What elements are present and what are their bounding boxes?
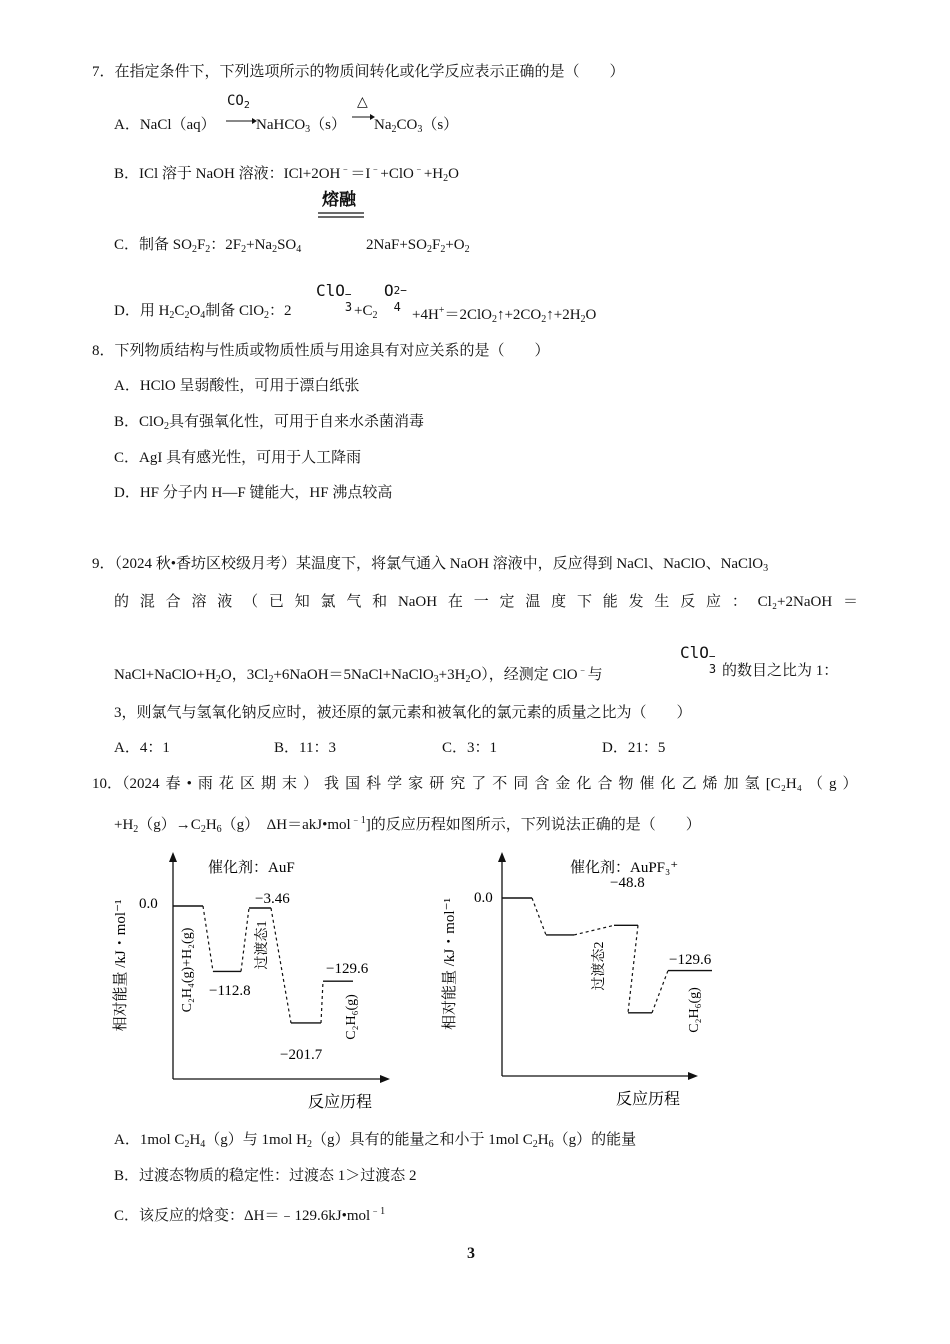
q10-line1-word-29: 氢 <box>744 776 760 792</box>
q9-line2-word-5: （ <box>243 594 259 610</box>
q9-line2-word-19: 发 <box>628 594 644 610</box>
q10-line1-word-30: [C₂H₄ <box>765 776 802 792</box>
q10-line1-word-5: 区 <box>239 776 255 792</box>
q10-line1-word-32: g <box>829 776 837 792</box>
q9-line2-word-12: 在 <box>447 594 463 610</box>
value-label-products: −129.6 <box>326 961 369 977</box>
value-label-reactants: 0.0 <box>474 890 493 906</box>
q9-line2-word-17: 下 <box>576 594 592 610</box>
q8-option-b: B．ClO$_2$具有强氧化性，可用于自来水杀菌消毒 <box>114 414 425 432</box>
q9-line2-word-4: 液 <box>217 594 233 610</box>
connector-1 <box>574 925 614 935</box>
q10-line1-word-6: 期 <box>260 776 276 792</box>
value-label-transition-state-2: −48.8 <box>610 875 645 891</box>
q7-c-equals-sign <box>318 212 366 220</box>
x-axis-label: 反应历程 <box>307 1094 373 1110</box>
q9-line2-word-6: 已 <box>268 594 284 610</box>
y-axis-label: 相对能量 /kJ・mol⁻¹ <box>113 899 129 1032</box>
q10-line1-word-19: 含 <box>534 776 550 792</box>
q7-d-oxalate-ion: O 2− 4 <box>384 281 407 314</box>
q9-option-d: D．21：5 <box>602 740 666 756</box>
q10-line1-word-31: （ <box>808 776 824 792</box>
q9-line2-word-20: 生 <box>654 594 670 610</box>
q7-option-a: A．NaCl（aq） <box>114 117 216 133</box>
q8-option-c: C．AgI 具有感光性，可用于人工降雨 <box>114 450 362 466</box>
q10-line1-word-10: 国 <box>345 776 361 792</box>
q9-line1: 9．（2024 秋•香坊区校级月考）某温度下，将氯气通入 NaOH 溶液中，反应得到 NaCl、NaClO、NaClO$_3$ <box>92 556 769 574</box>
value-label-reactants: 0.0 <box>139 896 158 912</box>
value-label-intermediate-1: −112.8 <box>209 983 251 999</box>
q7-c-products: $2NaF+SO_2F_2+O_2$ <box>366 237 470 255</box>
y-axis-label: 相对能量 /kJ・mol⁻¹ <box>442 897 458 1031</box>
q9-option-c: C．3：1 <box>442 740 498 756</box>
q10-line1-word-1: 春 <box>165 776 181 792</box>
energy-diagram-auf <box>105 842 410 1110</box>
q9-line2-word-0: 的 <box>114 594 130 610</box>
q10-line1-word-28: 加 <box>723 776 739 792</box>
x-axis-arrow <box>380 1075 390 1083</box>
q10-line1-word-26: 乙 <box>681 776 697 792</box>
q10-line1-word-27: 烯 <box>702 776 718 792</box>
x-axis-label: 反应历程 <box>615 1091 681 1108</box>
q9-line2-word-18: 能 <box>602 594 618 610</box>
q10-line1-word-11: 科 <box>366 776 382 792</box>
q10-line2: $+H_2(g)\to C_2H_6(g)$ ΔH＝akJ•mol$^{﹣1}$]的反应历程如图所示，下列说法正确的是（ ） <box>114 815 701 835</box>
q7-d-products: $+4H^+=2ClO_2↑+2CO_2↑+2H_2O$ <box>412 305 597 325</box>
q10-line1 <box>92 774 858 794</box>
species-label-reactants: C₂H₄(g)+H₂(g) <box>180 927 195 1013</box>
q7-a-arrow-heat: △ <box>352 96 376 134</box>
q7-c-condition: 熔融 <box>322 190 356 210</box>
q10-line1-word-21: 化 <box>576 776 592 792</box>
q9-chlorate-ion: ClO − 3 <box>680 643 717 676</box>
q9-line2-word-22: 应 <box>706 594 722 610</box>
energy-diagram-aupf3 <box>440 842 750 1110</box>
q9-option-b: B．11：3 <box>274 740 336 756</box>
species-label-products: C₂H₆(g) <box>344 994 359 1040</box>
q10-line1-word-20: 金 <box>555 776 571 792</box>
q10-line1-word-22: 合 <box>597 776 613 792</box>
q10-line1-word-17: 不 <box>492 776 508 792</box>
q10-option-b: B．过渡态物质的稳定性：过渡态 1＞过渡态 2 <box>114 1168 417 1184</box>
q7-d-chlorate-ion: ClO − 3 <box>316 281 353 314</box>
q9-line2-word-21: 反 <box>680 594 696 610</box>
q10-option-c: C．该反应的焓变：ΔH＝﹣129.6kJ•mol$^{﹣1}$ <box>114 1206 386 1224</box>
q9-line2-word-25: ＝ <box>842 594 858 610</box>
q7-a-arrow-co2: $CO_2$ <box>226 93 256 133</box>
q10-line1-word-9: 我 <box>324 776 340 792</box>
catalyst-title: 催化剂：AuPF₃⁺ <box>570 860 679 876</box>
connector-0 <box>532 898 546 935</box>
q7-stem: 7．在指定条件下，下列选项所示的物质间转化或化学反应表示正确的是（ ） <box>92 64 625 80</box>
q10-line1-word-2: • <box>186 776 192 792</box>
q10-line1-word-0: 10．（2024 <box>92 776 160 792</box>
connector-0 <box>203 906 213 971</box>
q8-option-d: D．HF 分子内 H—F 键能大，HF 沸点较高 <box>114 485 393 501</box>
value-label-products: −129.6 <box>669 952 712 968</box>
q10-line1-word-15: 究 <box>450 776 466 792</box>
q10-line1-word-4: 花 <box>218 776 234 792</box>
species-label-transition-state-2: 过渡态2 <box>592 941 607 991</box>
q9-line3-tail: 的数目之比为 1： <box>722 663 839 679</box>
q9-line2-word-16: 度 <box>551 594 567 610</box>
q7-option-d: D．用 $H_2C_2O_4$制备 ClO$_2$：2 <box>114 303 292 321</box>
q10-line1-word-3: 雨 <box>197 776 213 792</box>
q7-a-nahco3: NaHCO$_3$（s） <box>256 117 347 135</box>
q10-line1-word-23: 物 <box>618 776 634 792</box>
connector-3 <box>321 981 323 1023</box>
q8-option-a: A．HClO 呈弱酸性，可用于漂白纸张 <box>114 378 360 394</box>
q9-line2-word-7: 知 <box>294 594 310 610</box>
q9-line2-word-2: 合 <box>165 594 181 610</box>
q9-line2-word-10: 和 <box>372 594 388 610</box>
connector-1 <box>241 908 249 971</box>
q10-line1-word-25: 化 <box>660 776 676 792</box>
y-axis-arrow <box>169 852 177 862</box>
q10-line1-word-16: 了 <box>471 776 487 792</box>
q9-line2-word-23: ： <box>731 594 747 610</box>
q9-line4: 3，则氯气与氢氧化钠反应时，被还原的氯元素和被氧化的氯元素的质量之比为（ ） <box>114 705 692 721</box>
y-axis-arrow <box>498 852 506 862</box>
value-label-intermediate-2: −201.7 <box>280 1047 323 1063</box>
q9-line2-word-11: NaOH <box>397 594 438 610</box>
q9-option-a: A．4：1 <box>114 740 170 756</box>
q10-line1-word-12: 学 <box>387 776 403 792</box>
q10-line1-word-13: 家 <box>408 776 424 792</box>
q9-line2 <box>114 592 858 612</box>
q10-option-a: A．1mol $C_2H_4(g)$与 1mol $H_2(g)$具有的能量之和小于 1mol $C_2H_6(g)$的能量 <box>114 1132 637 1150</box>
q9-line2-word-24: Cl₂+2NaOH <box>757 594 833 610</box>
species-label-transition-state-1: 过渡态1 <box>255 920 270 970</box>
q9-line2-word-15: 温 <box>525 594 541 610</box>
q10-line1-word-7: 末 <box>281 776 297 792</box>
page-number: 3 <box>467 1245 475 1262</box>
species-label-products: C₂H₆(g) <box>687 987 702 1033</box>
q9-line2-word-1: 混 <box>139 594 155 610</box>
q7-option-c: C．制备 $SO_2F_2$：$2F_2+Na_2SO_4$ <box>114 237 302 255</box>
q9-line2-word-14: 定 <box>499 594 515 610</box>
q9-line2-word-13: 一 <box>473 594 489 610</box>
q9-line2-word-9: 气 <box>346 594 362 610</box>
q7-d-c2: $+C_2$ <box>354 303 378 321</box>
q9-line2-word-3: 溶 <box>191 594 207 610</box>
connector-3 <box>652 971 668 1013</box>
x-axis-arrow <box>688 1072 698 1080</box>
q10-line1-word-8: ） <box>303 776 319 792</box>
q10-line1-word-14: 研 <box>429 776 445 792</box>
q10-line1-word-18: 同 <box>513 776 529 792</box>
q9-line3: $NaCl+NaClO+H_2O$，$3Cl_2+6NaOH=5NaCl+NaClO_3+3H_2O$），经测定 ClO﹣与 <box>114 665 603 685</box>
q7-a-na2co3: $Na_2CO_3(s)$ <box>374 117 459 135</box>
q9-line2-word-8: 氯 <box>320 594 336 610</box>
connector-2 <box>271 908 291 1023</box>
q8-stem: 8．下列物质结构与性质或物质性质与用途具有对应关系的是（ ） <box>92 343 550 359</box>
q10-line1-word-33: ） <box>842 776 858 792</box>
value-label-transition-state-1: −3.46 <box>255 891 290 907</box>
catalyst-title: 催化剂：AuF <box>208 860 295 876</box>
q7-option-b: B．ICl 溶于 NaOH 溶液：$ICl+2OH^﹣=I^﹣+ClO^﹣+H_2O$ <box>114 164 459 184</box>
q10-line1-word-24: 催 <box>639 776 655 792</box>
connector-2 <box>628 925 638 1012</box>
